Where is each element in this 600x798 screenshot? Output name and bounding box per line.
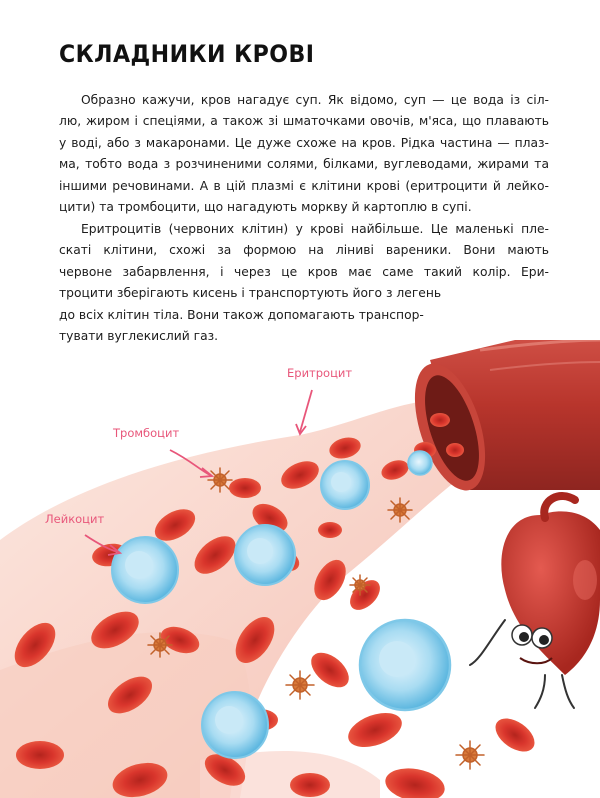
blood-illustration [0,340,600,798]
paragraph-1-line: цити) та тромбоцити, що нагадують моркву й картоплю в супі. [59,200,472,215]
erythrocyte-label: Еритроцит [287,366,353,380]
paragraph-2 [59,219,549,347]
paragraph-1 [59,90,549,218]
paragraph-2-line: до всіх клітин тіла. Вони також допомагають транспор- [59,307,424,322]
paragraph-1-line: у воді, або з макаронами. Це дуже схоже на кров. Рідка частина — плаз- [59,135,549,150]
paragraph-2-line: тувати вуглекислий газ. [59,329,219,344]
paragraph-2-line: скаті клітини, схожі за формою на ліниві вареники. Вони мають [59,243,549,258]
erythrocyte-pointer [300,390,312,432]
paragraph-1-line: іншими речовинами. А в цій плазмі є клітини крові (еритроцити й лейко- [59,178,549,193]
leukocyte-label: Лейкоцит [45,512,105,526]
paragraph-2-line: троцити зберігають кисень і транспортують його з легень [59,286,442,301]
paragraph-1-line: Образно кажучи, кров нагадує суп. Як відомо, суп — це вода із сіл- [81,93,549,107]
paragraph-2-line: червоне забарвлення, і через це кров має саме такий колір. Ери- [59,264,549,279]
page-title: СКЛАДНИКИ КРОВІ [59,40,315,68]
heart-character [470,496,600,708]
paragraph-2-line: Еритроцитів (червоних клітин) у крові найбільше. Це маленькі пле- [81,222,549,236]
paragraph-1-line: ма, тобто вода з розчиненими солями, білками, вуглеводами, жирами та [59,157,549,172]
thrombocyte-label: Тромбоцит [113,426,180,440]
paragraph-1-line: лю, жиром і спеціями, а також зі шматочками овочів, м'яса, що плавають [59,114,549,129]
